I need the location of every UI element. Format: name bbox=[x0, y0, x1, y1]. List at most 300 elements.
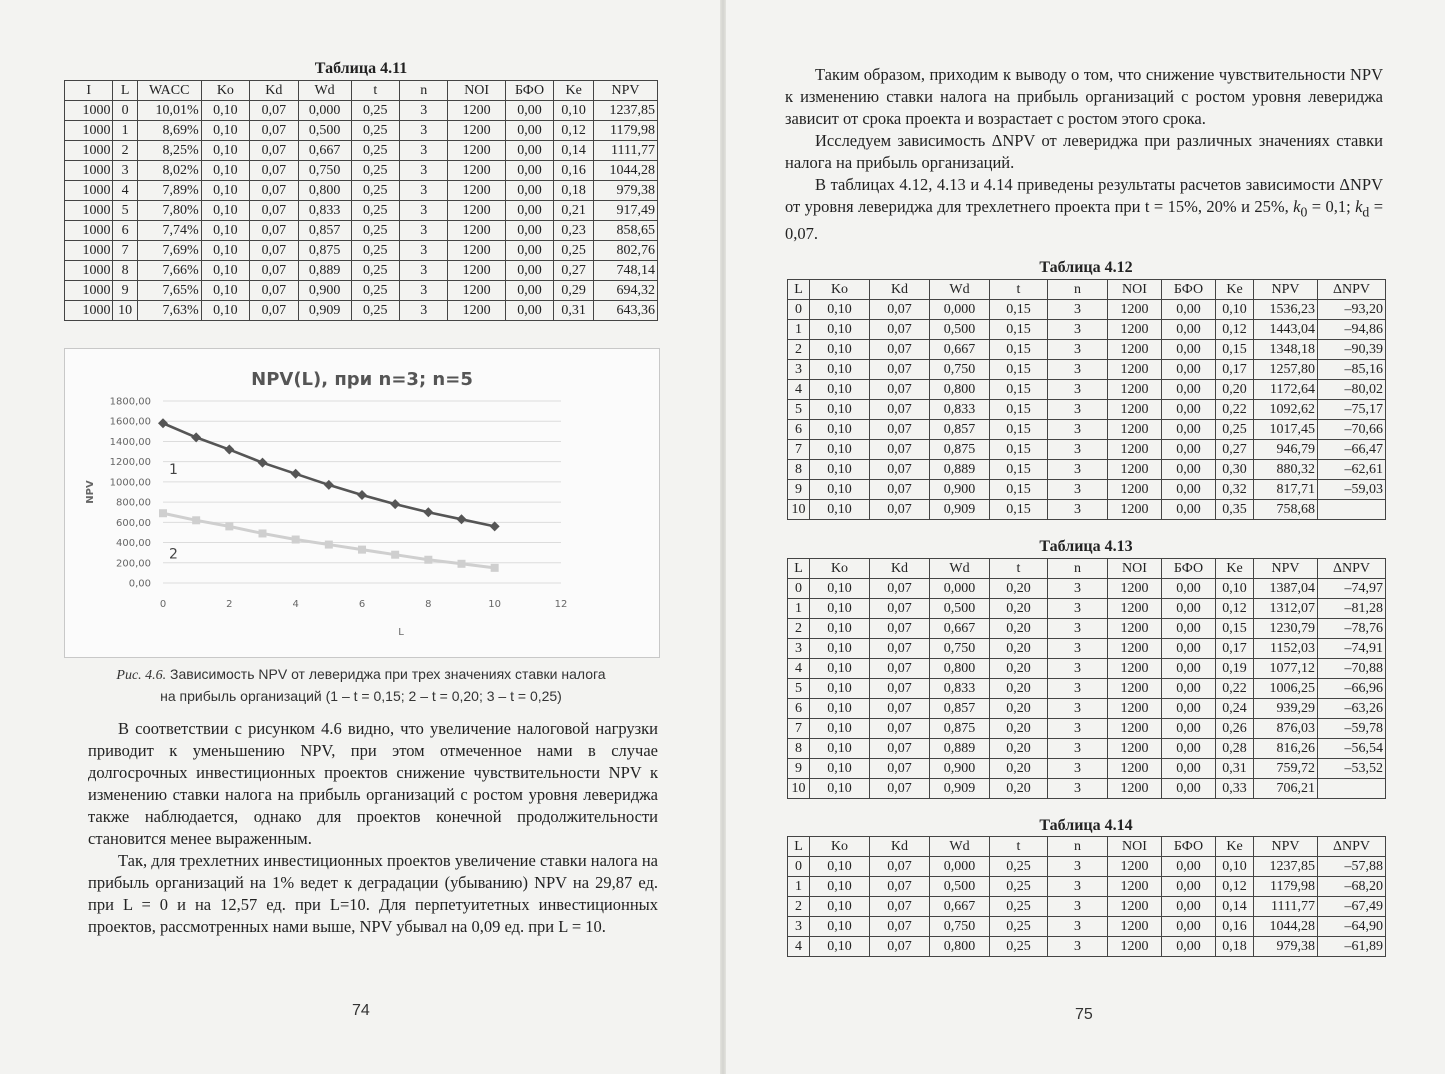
table-cell: 0,889 bbox=[930, 739, 990, 759]
table-cell: –56,54 bbox=[1318, 739, 1386, 759]
table-cell: 0,857 bbox=[930, 420, 990, 440]
x-tick-label: 0 bbox=[159, 599, 167, 610]
table-row bbox=[788, 739, 1386, 759]
table-cell: 0,10 bbox=[810, 300, 870, 320]
table-cell: 3 bbox=[1048, 360, 1108, 380]
table-row bbox=[788, 440, 1386, 460]
right-paragraph-3-main: В таблицах 4.12, 4.13 и 4.14 приведены результаты расчетов зависимости ΔNPV от уровня левериджа для трехлетнего проекта при t = 15%, 20% и 25%, bbox=[785, 175, 1383, 216]
column-header: n bbox=[1048, 559, 1108, 579]
table-cell: 0,30 bbox=[1216, 460, 1254, 480]
table-cell: 0,07 bbox=[870, 440, 930, 460]
table-cell: 0,07 bbox=[250, 281, 298, 301]
table-cell: 4 bbox=[788, 380, 810, 400]
column-header: n bbox=[1048, 837, 1108, 857]
table-row bbox=[788, 300, 1386, 320]
series-2-point bbox=[325, 541, 333, 549]
series-2-point bbox=[358, 546, 366, 554]
table-cell: 0,10 bbox=[810, 917, 870, 937]
table-cell: 0,750 bbox=[298, 161, 351, 181]
table-row bbox=[65, 161, 658, 181]
table-cell: 0,10 bbox=[810, 340, 870, 360]
table-cell: 0,20 bbox=[990, 579, 1048, 599]
table-cell: 0,10 bbox=[1216, 579, 1254, 599]
table-cell: 0,07 bbox=[870, 699, 930, 719]
table-cell: 0,20 bbox=[990, 699, 1048, 719]
left-text-block bbox=[88, 718, 658, 938]
table-cell: 0,20 bbox=[990, 679, 1048, 699]
table-cell: –67,49 bbox=[1318, 897, 1386, 917]
table-cell: 1200 bbox=[448, 241, 505, 261]
table-cell: 0,10 bbox=[810, 699, 870, 719]
table-cell: 0,750 bbox=[930, 917, 990, 937]
column-header: БФО bbox=[1162, 559, 1216, 579]
table-cell: 0,07 bbox=[870, 599, 930, 619]
table-cell: 1044,28 bbox=[1254, 917, 1318, 937]
table-cell: 0 bbox=[788, 300, 810, 320]
table-cell: 3 bbox=[1048, 599, 1108, 619]
table-cell: 758,68 bbox=[1254, 500, 1318, 520]
table-cell: 7 bbox=[113, 241, 137, 261]
table-cell: 3 bbox=[400, 261, 448, 281]
column-header: NOI bbox=[448, 81, 505, 101]
table-cell: 1200 bbox=[1108, 897, 1162, 917]
table-cell: 0,18 bbox=[554, 181, 594, 201]
table-cell: 0,10 bbox=[810, 320, 870, 340]
table-cell: 0,07 bbox=[870, 619, 930, 639]
table-row bbox=[788, 659, 1386, 679]
column-header: Ke bbox=[1216, 559, 1254, 579]
table-cell: 917,49 bbox=[593, 201, 657, 221]
table-row bbox=[65, 181, 658, 201]
right-text-block bbox=[785, 64, 1383, 245]
table-cell: 0,10 bbox=[810, 460, 870, 480]
table-cell: 876,03 bbox=[1254, 719, 1318, 739]
table-cell: 7,65% bbox=[137, 281, 201, 301]
table-cell: 0,00 bbox=[1162, 599, 1216, 619]
table-cell: 3 bbox=[1048, 500, 1108, 520]
table-cell: 0,800 bbox=[930, 659, 990, 679]
table-cell: 1000 bbox=[65, 201, 113, 221]
column-header: NOI bbox=[1108, 837, 1162, 857]
table-cell: 0,00 bbox=[1162, 619, 1216, 639]
table-cell: 0,857 bbox=[298, 221, 351, 241]
table-cell: 0,889 bbox=[298, 261, 351, 281]
table-row bbox=[788, 579, 1386, 599]
table-cell: 0,10 bbox=[201, 221, 249, 241]
series-2-point bbox=[292, 536, 300, 544]
series-1-annotation: 1 bbox=[169, 461, 178, 478]
figure-caption-line-1 bbox=[64, 664, 658, 686]
table-cell: 0,27 bbox=[1216, 440, 1254, 460]
series-1-point bbox=[390, 499, 400, 509]
table-cell: 3 bbox=[1048, 937, 1108, 957]
table-cell: 2 bbox=[788, 897, 810, 917]
column-header: Ko bbox=[201, 81, 249, 101]
table-cell: 0,25 bbox=[351, 181, 399, 201]
table-cell: 3 bbox=[1048, 579, 1108, 599]
series-2-point bbox=[424, 556, 432, 564]
table-cell: 1000 bbox=[65, 181, 113, 201]
x-tick-label: 6 bbox=[358, 599, 366, 610]
table-cell: 0,25 bbox=[351, 141, 399, 161]
table-cell: 0,31 bbox=[554, 301, 594, 321]
table-cell: 0,875 bbox=[930, 719, 990, 739]
table-cell: 0,00 bbox=[1162, 779, 1216, 799]
table-cell: 0,07 bbox=[870, 759, 930, 779]
table-cell: 1200 bbox=[448, 281, 505, 301]
column-header: Kd bbox=[250, 81, 298, 101]
table-cell: 0,24 bbox=[1216, 699, 1254, 719]
table-cell: 4 bbox=[788, 937, 810, 957]
page-number-74: 74 bbox=[352, 1002, 370, 1019]
table-cell: 0,00 bbox=[505, 261, 553, 281]
table-cell: 2 bbox=[113, 141, 137, 161]
k0-subscript: 0 bbox=[1300, 204, 1308, 220]
table-cell: 0,00 bbox=[1162, 460, 1216, 480]
table-cell: 0,10 bbox=[810, 400, 870, 420]
table-cell: 0,12 bbox=[1216, 599, 1254, 619]
table-cell: 0,15 bbox=[990, 460, 1048, 480]
table-cell: 0,667 bbox=[930, 340, 990, 360]
table-row bbox=[788, 420, 1386, 440]
table-row bbox=[65, 221, 658, 241]
table-cell: 3 bbox=[1048, 857, 1108, 877]
table-cell: 1172,64 bbox=[1254, 380, 1318, 400]
table-cell: –63,26 bbox=[1318, 699, 1386, 719]
table-cell: 0,33 bbox=[1216, 779, 1254, 799]
table-cell: 6 bbox=[788, 699, 810, 719]
column-header: Kd bbox=[870, 280, 930, 300]
table-cell: 7 bbox=[788, 719, 810, 739]
table-cell: 1152,03 bbox=[1254, 639, 1318, 659]
series-2-point bbox=[259, 529, 267, 537]
table-row bbox=[788, 759, 1386, 779]
table-cell: 0,00 bbox=[1162, 759, 1216, 779]
table-cell: 0,00 bbox=[505, 221, 553, 241]
left-paragraph-1: В соответствии с рисунком 4.6 видно, что увеличение налоговой нагрузки приводит к уменьшению NPV, при этом отмеченное нами в случае долгосрочных инвестиционных проектов снижение чувствительности NPV к изменению ставки налога на прибыль организаций с ростом уровня левериджа также наблюдается, однако для проектов конечной продолжительности становится менее выраженным. bbox=[88, 719, 658, 848]
table-4-13 bbox=[787, 558, 1386, 799]
table-cell: 0,25 bbox=[351, 241, 399, 261]
table-cell: 643,36 bbox=[593, 301, 657, 321]
table-cell: 0,00 bbox=[1162, 380, 1216, 400]
table-cell: 0,00 bbox=[505, 301, 553, 321]
table-cell: 0,25 bbox=[351, 161, 399, 181]
table-cell: 10 bbox=[113, 301, 137, 321]
table-cell: 0,10 bbox=[810, 759, 870, 779]
table-cell: 0,22 bbox=[1216, 400, 1254, 420]
table-cell: 0,07 bbox=[250, 121, 298, 141]
column-header: Kd bbox=[870, 559, 930, 579]
table-cell: 0,28 bbox=[1216, 739, 1254, 759]
table-cell: 0,07 bbox=[870, 639, 930, 659]
table-cell: 3 bbox=[400, 221, 448, 241]
table-cell: 0,10 bbox=[201, 241, 249, 261]
table-cell: 3 bbox=[400, 301, 448, 321]
table-cell: 2 bbox=[788, 619, 810, 639]
table-cell: 0,00 bbox=[505, 121, 553, 141]
table-cell: 0,00 bbox=[1162, 917, 1216, 937]
table-row bbox=[65, 141, 658, 161]
table-cell: 0,25 bbox=[990, 917, 1048, 937]
table-cell: 0,10 bbox=[201, 121, 249, 141]
table-cell: 1077,12 bbox=[1254, 659, 1318, 679]
y-tick-label: 0,00 bbox=[128, 578, 151, 590]
right-page bbox=[723, 0, 1445, 1074]
series-2-line bbox=[163, 513, 495, 568]
table-cell: 802,76 bbox=[593, 241, 657, 261]
table-cell: 1200 bbox=[1108, 699, 1162, 719]
table-cell: 1 bbox=[113, 121, 137, 141]
table-cell: 0,500 bbox=[930, 599, 990, 619]
column-header: Ko bbox=[810, 280, 870, 300]
table-cell: 3 bbox=[788, 917, 810, 937]
table-cell: 0,21 bbox=[554, 201, 594, 221]
table-cell: 0,00 bbox=[505, 141, 553, 161]
table-cell: 0,00 bbox=[1162, 340, 1216, 360]
column-header: ΔNPV bbox=[1318, 280, 1386, 300]
table-cell: 0,25 bbox=[351, 301, 399, 321]
figure-caption bbox=[64, 664, 658, 706]
table-cell: 3 bbox=[1048, 779, 1108, 799]
table-cell: 1017,45 bbox=[1254, 420, 1318, 440]
table-cell: 8,25% bbox=[137, 141, 201, 161]
table-cell: –59,78 bbox=[1318, 719, 1386, 739]
table-cell: 0,10 bbox=[1216, 300, 1254, 320]
table-cell: 5 bbox=[113, 201, 137, 221]
table-cell: 0,15 bbox=[990, 380, 1048, 400]
table-cell: 1200 bbox=[1108, 599, 1162, 619]
table-cell: 0,25 bbox=[990, 937, 1048, 957]
table-cell: 0,07 bbox=[870, 779, 930, 799]
table-row bbox=[788, 897, 1386, 917]
table-cell: 0,10 bbox=[554, 101, 594, 121]
table-row bbox=[788, 639, 1386, 659]
table-cell: 0,12 bbox=[1216, 877, 1254, 897]
table-cell: 0,10 bbox=[810, 420, 870, 440]
table-cell: 0,07 bbox=[250, 221, 298, 241]
table-cell: 0,07 bbox=[250, 261, 298, 281]
column-header: БФО bbox=[1162, 837, 1216, 857]
table-cell: 0,25 bbox=[351, 121, 399, 141]
column-header: Wd bbox=[298, 81, 351, 101]
table-cell: 1200 bbox=[448, 141, 505, 161]
table-cell: 3 bbox=[1048, 699, 1108, 719]
table-cell: 0,10 bbox=[201, 101, 249, 121]
table-cell: 0,07 bbox=[870, 877, 930, 897]
table-cell: 1179,98 bbox=[1254, 877, 1318, 897]
table-cell: 1179,98 bbox=[593, 121, 657, 141]
table-cell: 1200 bbox=[1108, 659, 1162, 679]
table-cell: 0,10 bbox=[810, 500, 870, 520]
table-cell: 1111,77 bbox=[593, 141, 657, 161]
table-cell: 748,14 bbox=[593, 261, 657, 281]
table-cell: 1 bbox=[788, 599, 810, 619]
right-paragraph-2: Исследуем зависимость ΔNPV от левериджа при различных значениях ставки налога на прибыль организаций. bbox=[785, 131, 1383, 172]
table-cell: 0,25 bbox=[351, 221, 399, 241]
table-cell: 9 bbox=[113, 281, 137, 301]
figure-caption-label: Рис. 4.6. bbox=[116, 668, 167, 683]
table-cell: 1200 bbox=[448, 301, 505, 321]
table-cell: 0,07 bbox=[250, 161, 298, 181]
table-cell: 3 bbox=[400, 281, 448, 301]
series-1-line bbox=[163, 423, 495, 526]
series-2-point bbox=[458, 560, 466, 568]
table-cell: 1000 bbox=[65, 141, 113, 161]
table-cell: 1000 bbox=[65, 281, 113, 301]
column-header: t bbox=[351, 81, 399, 101]
table-row bbox=[65, 241, 658, 261]
series-2-point bbox=[225, 522, 233, 530]
table-cell: 0,07 bbox=[250, 301, 298, 321]
table-cell: 0,25 bbox=[554, 241, 594, 261]
table-4-14-caption: Таблица 4.14 bbox=[1039, 817, 1133, 834]
table-cell: 10 bbox=[788, 779, 810, 799]
table-cell: 0,20 bbox=[990, 719, 1048, 739]
table-cell: 3 bbox=[400, 201, 448, 221]
table-cell: 0,07 bbox=[870, 659, 930, 679]
table-cell: 0,07 bbox=[870, 480, 930, 500]
table-cell: 0,10 bbox=[810, 937, 870, 957]
table-cell: 0,25 bbox=[990, 877, 1048, 897]
table-cell: 0,00 bbox=[1162, 420, 1216, 440]
column-header: NPV bbox=[1254, 837, 1318, 857]
series-1-point bbox=[191, 432, 201, 442]
table-row bbox=[788, 679, 1386, 699]
table-cell: 1200 bbox=[448, 161, 505, 181]
table-cell: 1200 bbox=[448, 221, 505, 241]
table-cell: 0,750 bbox=[930, 360, 990, 380]
series-2-point bbox=[192, 516, 200, 524]
column-header: L bbox=[113, 81, 137, 101]
table-row bbox=[788, 719, 1386, 739]
y-tick-label: 800,00 bbox=[116, 497, 151, 509]
table-cell: 1200 bbox=[1108, 877, 1162, 897]
table-cell: 1200 bbox=[1108, 420, 1162, 440]
table-cell: 1200 bbox=[1108, 340, 1162, 360]
table-cell: 0,10 bbox=[810, 679, 870, 699]
table-cell: 0,25 bbox=[351, 101, 399, 121]
table-cell: –68,20 bbox=[1318, 877, 1386, 897]
table-cell: 0,07 bbox=[870, 340, 930, 360]
column-header: L bbox=[788, 280, 810, 300]
table-cell: –94,86 bbox=[1318, 320, 1386, 340]
table-cell: 0,17 bbox=[1216, 360, 1254, 380]
table-cell: 0,14 bbox=[554, 141, 594, 161]
column-header: NOI bbox=[1108, 559, 1162, 579]
series-2-annotation: 2 bbox=[169, 546, 178, 563]
table-cell: 0,10 bbox=[201, 201, 249, 221]
table-cell: 0,23 bbox=[554, 221, 594, 241]
table-cell: 946,79 bbox=[1254, 440, 1318, 460]
table-cell: 1092,62 bbox=[1254, 400, 1318, 420]
column-header: NOI bbox=[1108, 280, 1162, 300]
table-cell: 0,00 bbox=[1162, 300, 1216, 320]
table-cell: 0,20 bbox=[990, 639, 1048, 659]
table-cell: 0,889 bbox=[930, 460, 990, 480]
table-cell: 0,07 bbox=[870, 420, 930, 440]
table-cell: 3 bbox=[788, 360, 810, 380]
table-cell: –81,28 bbox=[1318, 599, 1386, 619]
column-header: Kd bbox=[870, 837, 930, 857]
column-header: n bbox=[1048, 280, 1108, 300]
table-cell: 0,909 bbox=[930, 779, 990, 799]
table-cell: 3 bbox=[1048, 420, 1108, 440]
table-cell: 3 bbox=[400, 141, 448, 161]
table-cell: 0,07 bbox=[870, 360, 930, 380]
table-cell: –64,90 bbox=[1318, 917, 1386, 937]
table-cell: 3 bbox=[1048, 460, 1108, 480]
table-cell: 8,02% bbox=[137, 161, 201, 181]
column-header: L bbox=[788, 559, 810, 579]
table-cell: –66,47 bbox=[1318, 440, 1386, 460]
kd-symbol: k bbox=[1355, 197, 1363, 216]
table-cell: 3 bbox=[1048, 440, 1108, 460]
table-cell: 1200 bbox=[448, 261, 505, 281]
table-cell: –74,91 bbox=[1318, 639, 1386, 659]
table-cell: 10,01% bbox=[137, 101, 201, 121]
table-cell: 0,10 bbox=[810, 897, 870, 917]
table-cell: 8 bbox=[113, 261, 137, 281]
table-cell: 1200 bbox=[1108, 857, 1162, 877]
table-cell: 1200 bbox=[448, 121, 505, 141]
table-cell: 1000 bbox=[65, 241, 113, 261]
table-cell: 0,00 bbox=[1162, 360, 1216, 380]
table-cell: 0,15 bbox=[990, 500, 1048, 520]
table-cell: 1 bbox=[788, 877, 810, 897]
table-cell: 3 bbox=[1048, 719, 1108, 739]
table-cell: –61,89 bbox=[1318, 937, 1386, 957]
y-tick-label: 1800,00 bbox=[109, 396, 151, 408]
table-cell: 0,833 bbox=[930, 400, 990, 420]
table-cell: 0,10 bbox=[201, 261, 249, 281]
table-cell: 1387,04 bbox=[1254, 579, 1318, 599]
column-header: t bbox=[990, 559, 1048, 579]
table-cell: 0,20 bbox=[990, 659, 1048, 679]
table-cell: 0,00 bbox=[1162, 320, 1216, 340]
table-row bbox=[788, 460, 1386, 480]
table-cell: 0,14 bbox=[1216, 897, 1254, 917]
column-header: Ke bbox=[1216, 280, 1254, 300]
table-cell: 0,20 bbox=[990, 779, 1048, 799]
table-cell: 3 bbox=[1048, 759, 1108, 779]
table-cell: 1230,79 bbox=[1254, 619, 1318, 639]
figure-caption-text: Зависимость NPV от левериджа при трех значениях ставки налога bbox=[166, 666, 606, 682]
table-cell: 0,10 bbox=[810, 440, 870, 460]
series-1-point bbox=[357, 490, 367, 500]
table-cell: 0,07 bbox=[870, 739, 930, 759]
y-tick-label: 1400,00 bbox=[109, 436, 151, 448]
series-1-point bbox=[224, 445, 234, 455]
table-cell: 9 bbox=[788, 759, 810, 779]
table-cell: 0,15 bbox=[990, 440, 1048, 460]
table-cell: 3 bbox=[1048, 639, 1108, 659]
table-row bbox=[788, 857, 1386, 877]
table-cell: 7 bbox=[788, 440, 810, 460]
table-cell: 0,15 bbox=[990, 300, 1048, 320]
table-cell: –59,03 bbox=[1318, 480, 1386, 500]
table-cell: 1111,77 bbox=[1254, 897, 1318, 917]
table-cell: 0 bbox=[788, 857, 810, 877]
table-cell: 1200 bbox=[448, 181, 505, 201]
table-cell: 0,18 bbox=[1216, 937, 1254, 957]
x-tick-label: 2 bbox=[226, 599, 233, 610]
table-row bbox=[65, 301, 658, 321]
table-cell: 0,00 bbox=[1162, 877, 1216, 897]
series-1-point bbox=[423, 507, 433, 517]
column-header: t bbox=[990, 280, 1048, 300]
table-cell: 0,10 bbox=[810, 719, 870, 739]
table-cell: 0,10 bbox=[810, 659, 870, 679]
